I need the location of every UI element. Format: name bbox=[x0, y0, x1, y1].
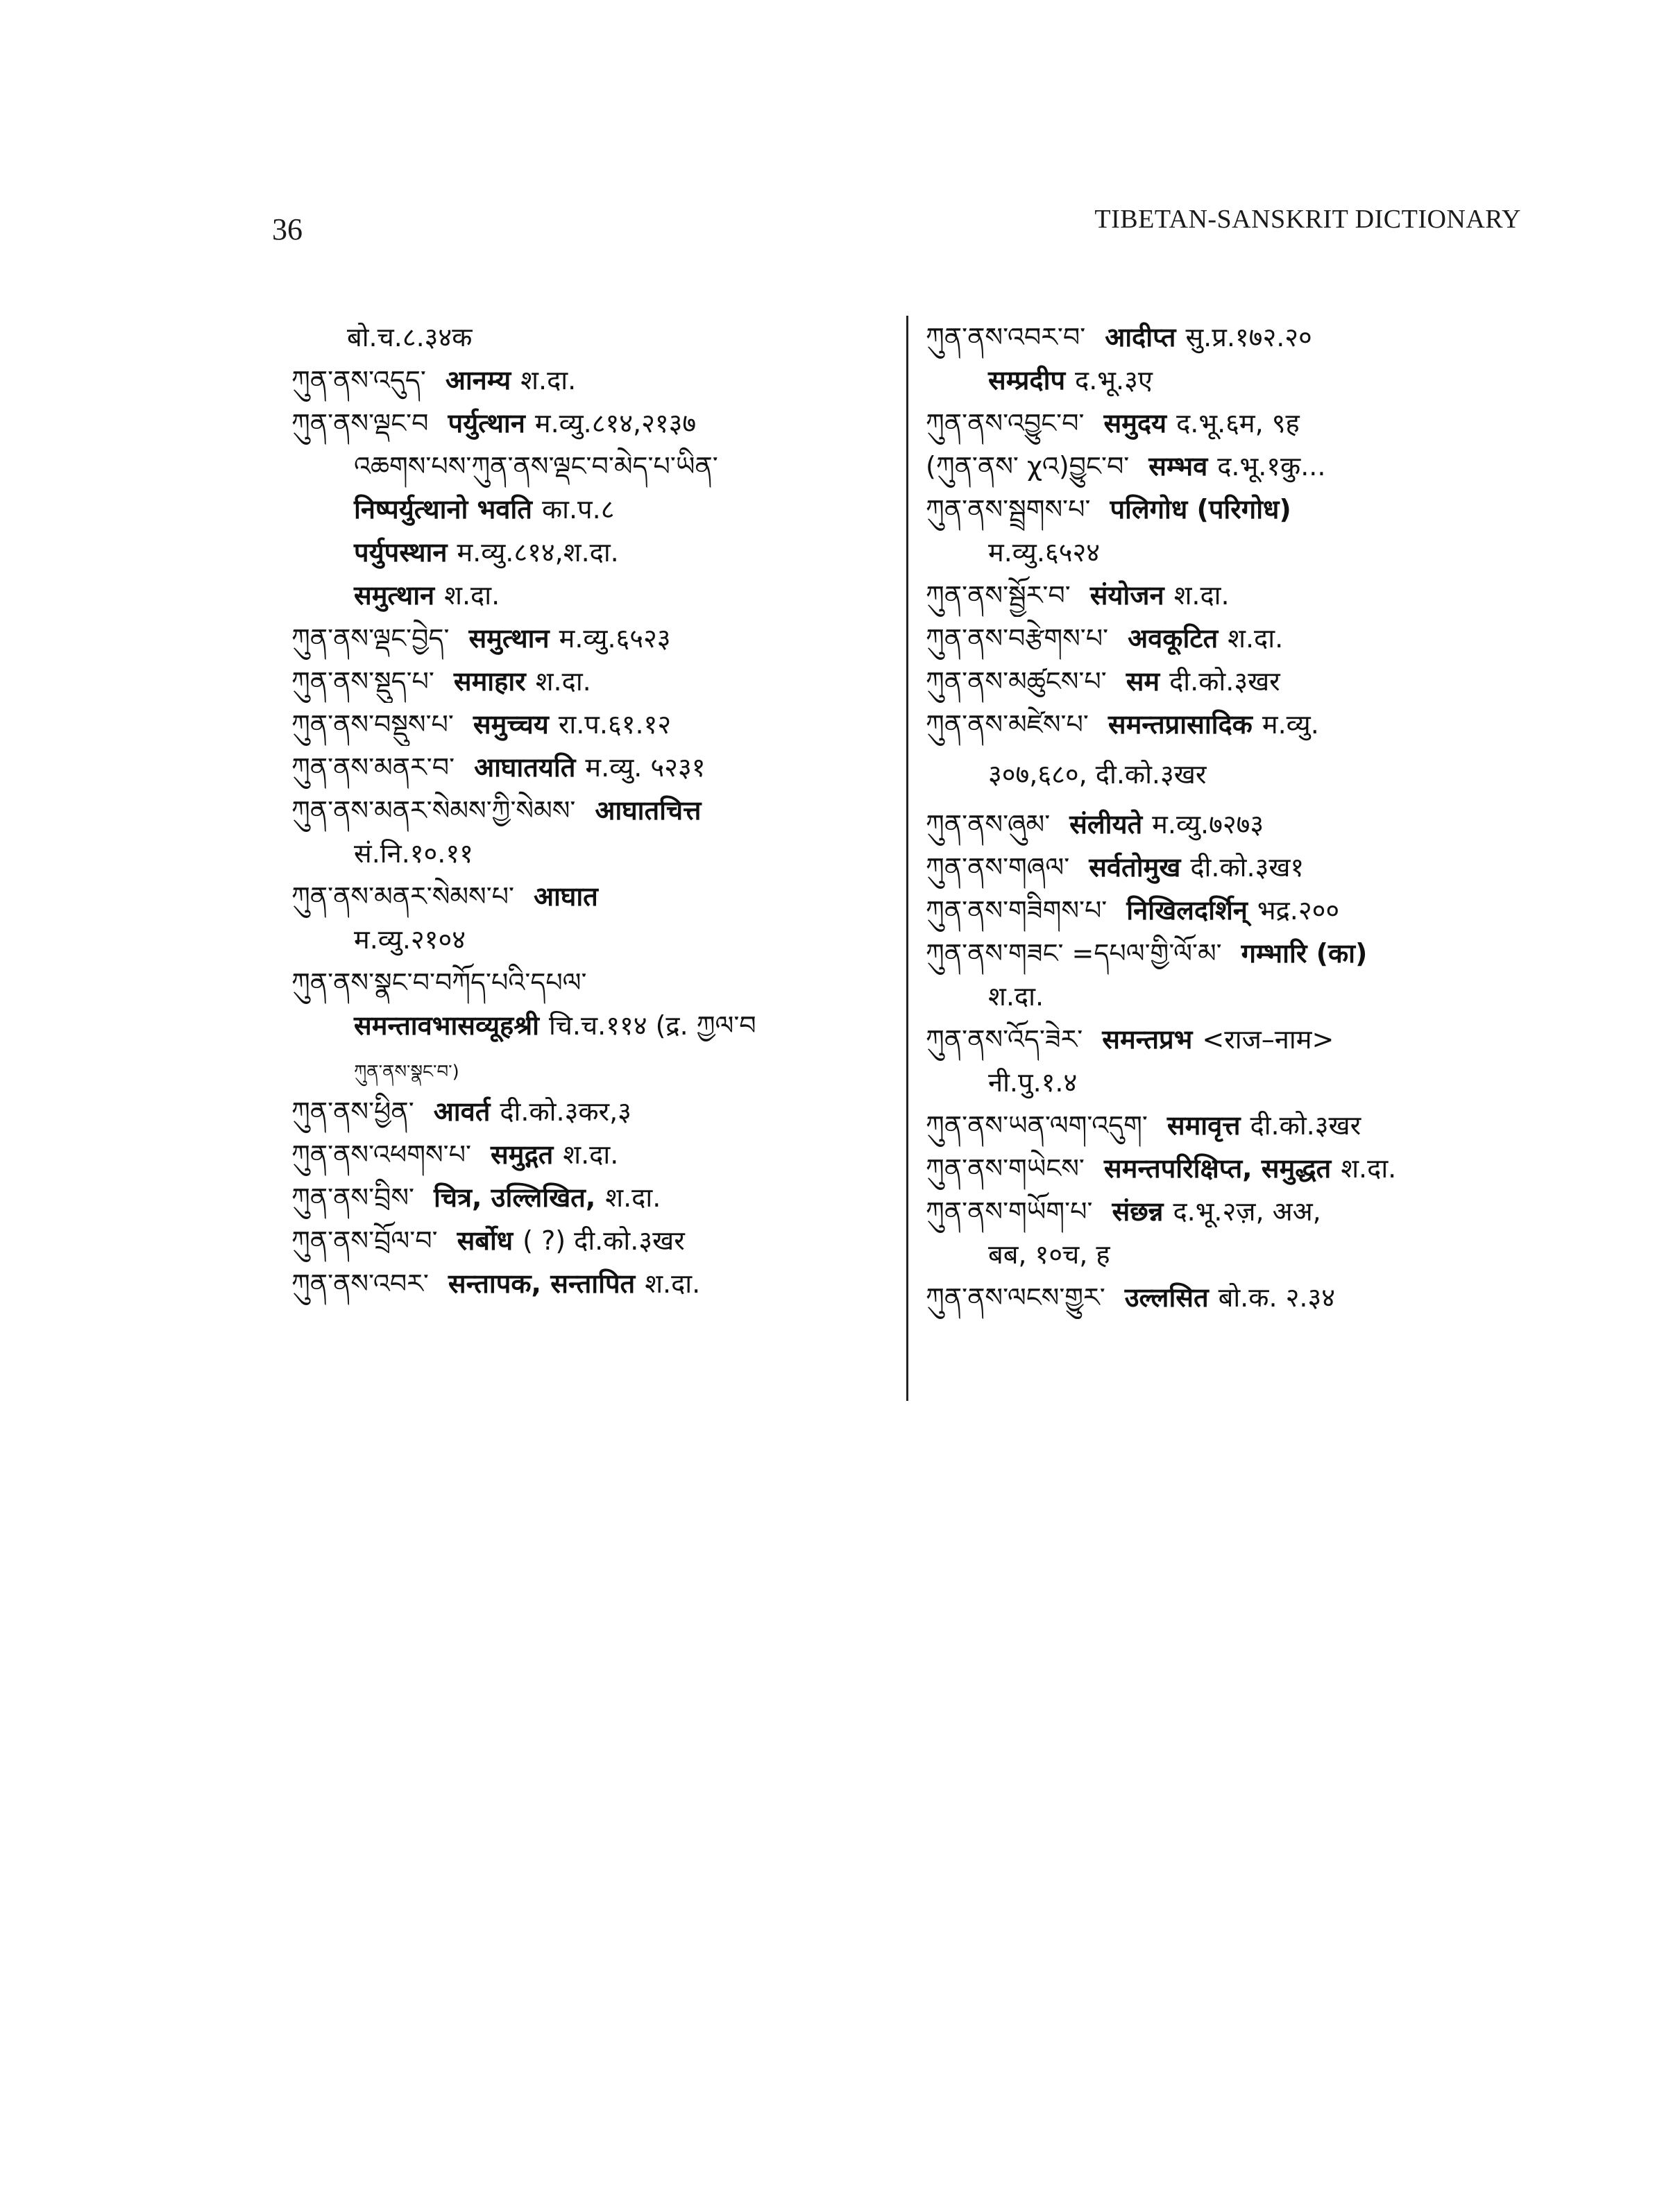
source-reference: म.व्यु.८१४,२१३७ bbox=[534, 408, 697, 439]
sanskrit-equivalent: संछन्न bbox=[1112, 1196, 1164, 1227]
source-reference: श.दा. bbox=[988, 981, 1044, 1012]
source-reference: श.दा. bbox=[605, 1182, 661, 1213]
tibetan-headword: ཀུན་ནས་ལྡང་བྱེད་ bbox=[291, 623, 450, 654]
source-reference: म.व्यु.८१४,श.दा. bbox=[457, 537, 619, 568]
source-reference: ३०७,६८०, दी.को.३खर bbox=[988, 759, 1207, 790]
tibetan-headword: ཀུན་ནས་ཡན་ལག་འདུག་ bbox=[926, 1110, 1148, 1141]
sanskrit-equivalent: संयोजन bbox=[1089, 580, 1164, 611]
sanskrit-equivalent: समुत्थान bbox=[468, 623, 550, 654]
entry-line bbox=[291, 918, 895, 961]
sanskrit-equivalent: समावृत्त bbox=[1166, 1110, 1241, 1141]
tibetan-headword: ཀུན་ནས་སྦྲགས་པ་ bbox=[926, 494, 1091, 525]
source-reference: भद्र.२०० bbox=[1257, 895, 1340, 926]
entry-line bbox=[291, 574, 895, 617]
sanskrit-equivalent: आघात bbox=[534, 881, 598, 912]
entry-line bbox=[291, 1262, 895, 1305]
entry-line bbox=[926, 402, 1536, 445]
tibetan-headword: ཀུན་ནས་འདུད་ bbox=[291, 365, 426, 395]
source-reference: श.दा. bbox=[1341, 1153, 1397, 1184]
sanskrit-equivalent: आनम्य bbox=[445, 365, 511, 395]
source-reference: दी.को.३कर,३ bbox=[500, 1096, 631, 1127]
tibetan-headword: ཀུན་ནས་སྣང་བ་བཀོད་པའི་དཔལ་ bbox=[291, 967, 587, 998]
tibetan-headword: ཀུན་ནས་གཞལ་ bbox=[926, 852, 1070, 883]
source-reference: सं.नि.१०.११ bbox=[354, 838, 473, 869]
tibetan-headword: ཀུན་ནས་སྡུད་པ་ bbox=[291, 666, 434, 697]
source-reference: श.दा. bbox=[535, 666, 591, 697]
entry-line bbox=[926, 617, 1536, 660]
source-reference: द.भू.३ए bbox=[1075, 365, 1153, 395]
tibetan-headword: ཀུན་ནས་མནར་བ་ bbox=[291, 752, 455, 783]
source-reference: सु.प्र.१७२.२० bbox=[1185, 322, 1312, 352]
sanskrit-equivalent: समुदय bbox=[1103, 408, 1167, 439]
tibetan-headword: (ཀུན་ནས་ χའ)བྱུང་བ་ bbox=[926, 451, 1130, 482]
source-reference: का.प.८ bbox=[541, 494, 615, 525]
entry-line bbox=[926, 1147, 1536, 1190]
entry-line bbox=[291, 316, 895, 359]
tibetan-headword: ཀུན་ནས་བསྡུས་པ་ bbox=[291, 709, 454, 740]
tibetan-headword: ཀུན་ནས་གཟིགས་པ་ bbox=[926, 895, 1108, 926]
tibetan-headword: ཀུན་ནས་བརྩེགས་པ་ bbox=[926, 623, 1109, 654]
source-reference: श.दा. bbox=[1173, 580, 1230, 611]
tibetan-headword: ཀུན་ནས་འབར་ bbox=[291, 1268, 429, 1299]
source-reference: बो.क. २.३४ bbox=[1218, 1282, 1335, 1313]
sanskrit-equivalent: गम्भारि (का) bbox=[1241, 938, 1368, 969]
sanskrit-equivalent: सम bbox=[1126, 666, 1160, 697]
sanskrit-equivalent: चित्र, उल्लिखित, bbox=[434, 1182, 596, 1213]
entry-line bbox=[926, 932, 1536, 975]
source-reference: रा.प.६१.१२ bbox=[558, 709, 672, 740]
column-divider bbox=[906, 316, 908, 1401]
sanskrit-equivalent: पलिगोध (परिगोध) bbox=[1110, 494, 1291, 525]
source-reference: बब, १०च, ह bbox=[988, 1239, 1110, 1270]
sanskrit-equivalent: आवर्त bbox=[433, 1096, 491, 1127]
entry-line bbox=[926, 1018, 1536, 1061]
source-reference: म.व्यु.७२७३ bbox=[1152, 809, 1264, 840]
entry-line bbox=[926, 488, 1536, 531]
source-reference: दी.को.३ख१ bbox=[1190, 852, 1305, 883]
tibetan-headword: ཀུན་ནས་མནར་སེམས་ཀྱི་སེམས་ bbox=[291, 795, 576, 826]
tibetan-headword: ཀུན་ནས་གཡོག་པ་ bbox=[926, 1196, 1093, 1227]
entry-line bbox=[291, 1004, 895, 1047]
entry-line bbox=[291, 359, 895, 402]
source-reference: बो.च.८.३४क bbox=[347, 322, 473, 352]
source-reference: श.दा. bbox=[444, 580, 500, 611]
sanskrit-equivalent: आदीप्त bbox=[1105, 322, 1176, 352]
entry-line bbox=[291, 402, 895, 445]
sanskrit-equivalent: पर्युपस्थान bbox=[354, 537, 448, 568]
source-reference: चि.च.११४ (द्र. ཀྱལ་བ bbox=[548, 1010, 756, 1041]
entry-line bbox=[291, 703, 895, 746]
entry-line bbox=[291, 832, 895, 875]
tibetan-headword: ཀུན་ནས་འཕགས་པ་ bbox=[291, 1139, 471, 1170]
source-reference: म.व्यु.६५२३ bbox=[559, 623, 671, 654]
tibetan-headword: ཀུན་ནས་བྲིས་ bbox=[291, 1182, 415, 1213]
source-reference: श.दा. bbox=[563, 1139, 619, 1170]
source-reference: दी.को.३खर bbox=[1169, 666, 1280, 697]
sanskrit-equivalent: सन्तापक, सन्तापित bbox=[448, 1268, 636, 1299]
entry-line bbox=[926, 1104, 1536, 1147]
entry-line bbox=[291, 445, 895, 488]
entry-line bbox=[291, 1047, 895, 1090]
entry-line bbox=[926, 1190, 1536, 1233]
right-column bbox=[926, 316, 1536, 1319]
entry-line bbox=[926, 889, 1536, 932]
entry-line bbox=[291, 789, 895, 832]
entry-line bbox=[926, 803, 1536, 846]
source-reference: म.व्यु. bbox=[1262, 709, 1319, 740]
entry-line bbox=[291, 1219, 895, 1262]
source-reference: नी.पु.१.४ bbox=[988, 1067, 1078, 1098]
entry-line bbox=[926, 660, 1536, 703]
tibetan-headword: ཀུན་ནས་མནར་སེམས་པ་ bbox=[291, 881, 515, 912]
sanskrit-equivalent: सर्वतोमुख bbox=[1089, 852, 1181, 883]
entry-line bbox=[926, 531, 1536, 574]
source-reference: श.दा. bbox=[520, 365, 577, 395]
sanskrit-equivalent: समुच्चय bbox=[473, 709, 549, 740]
entry-line bbox=[291, 746, 895, 789]
source-reference: श.दा. bbox=[645, 1268, 701, 1299]
entry-line bbox=[926, 1233, 1536, 1276]
sanskrit-equivalent: सम्भव bbox=[1148, 451, 1208, 482]
sanskrit-equivalent: पर्युत्थान bbox=[448, 408, 525, 439]
entry-line bbox=[926, 846, 1536, 889]
source-reference: ཀུན་ནས་སྣང་བ་) bbox=[354, 1062, 459, 1082]
sanskrit-equivalent: आघातयति bbox=[474, 752, 576, 783]
source-reference: श.दा. bbox=[1228, 623, 1284, 654]
tibetan-headword: ཀུན་ནས་འབར་བ་ bbox=[926, 322, 1086, 352]
tibetan-headword: འཆགས་པས་ཀུན་ནས་ལྡང་བ་མེད་པ་ཡིན་ bbox=[354, 451, 718, 482]
sanskrit-equivalent: समन्तपरिक्षिप्त, समुद्धत bbox=[1103, 1153, 1332, 1184]
sanskrit-equivalent: अवकूटित bbox=[1128, 623, 1219, 654]
entry-line bbox=[291, 961, 895, 1004]
entry-line bbox=[291, 875, 895, 918]
tibetan-headword: ཀུན་ནས་ཕྱིན་ bbox=[291, 1096, 414, 1127]
sanskrit-equivalent: संलीयते bbox=[1069, 809, 1143, 840]
tibetan-headword: ཀུན་ནས་བྲོལ་བ་ bbox=[291, 1225, 438, 1256]
source-reference: म.व्यु. ५२३१ bbox=[585, 752, 706, 783]
entry-line bbox=[926, 746, 1536, 803]
sanskrit-equivalent: समन्तप्रभ bbox=[1102, 1024, 1193, 1055]
sanskrit-equivalent: समन्तावभासव्यूहश्री bbox=[354, 1010, 539, 1041]
sanskrit-equivalent: समाहार bbox=[453, 666, 526, 697]
source-reference: द.भू.२ज़, अअ, bbox=[1173, 1196, 1321, 1227]
tibetan-headword: ཀུན་ནས་འོད་ཟེར་ bbox=[926, 1024, 1083, 1055]
page-number: 36 bbox=[272, 212, 303, 246]
entry-line bbox=[291, 488, 895, 531]
running-header: TIBETAN-SANSKRIT DICTIONARY bbox=[1094, 205, 1521, 234]
sanskrit-equivalent: सर्बोध bbox=[457, 1225, 514, 1256]
entry-line bbox=[291, 617, 895, 660]
sanskrit-equivalent: समुद्गत bbox=[490, 1139, 554, 1170]
entry-line bbox=[291, 1090, 895, 1133]
sanskrit-equivalent: आघातचित्त bbox=[595, 795, 702, 826]
tibetan-headword: ཀུན་ནས་གཡེངས་ bbox=[926, 1153, 1085, 1184]
source-reference: ( ?) दी.को.३खर bbox=[523, 1225, 685, 1256]
tibetan-headword: ཀུན་ནས་ལྡང་བ bbox=[291, 408, 429, 439]
entry-line bbox=[926, 316, 1536, 359]
source-reference: दी.को.३खर bbox=[1250, 1110, 1361, 1141]
left-column bbox=[291, 316, 895, 1305]
entry-line bbox=[291, 660, 895, 703]
tibetan-headword: ཀུན་ནས་མཚུངས་པ་ bbox=[926, 666, 1107, 697]
tibetan-headword: ཀུན་ནས་འབྱུང་བ་ bbox=[926, 408, 1085, 439]
entry-line bbox=[291, 1133, 895, 1176]
entry-line bbox=[926, 703, 1536, 746]
entry-line bbox=[926, 445, 1536, 488]
source-reference: द.भू.६म, ९ह bbox=[1176, 408, 1300, 439]
source-reference: म.व्यु.६५२४ bbox=[988, 537, 1100, 568]
tibetan-headword: ཀུན་ནས་མཛེས་པ་ bbox=[926, 709, 1089, 740]
sanskrit-equivalent: निष्पर्युत्थानो भवति bbox=[354, 494, 532, 525]
sanskrit-equivalent: समुत्थान bbox=[354, 580, 435, 611]
source-reference: द.भू.१कु... bbox=[1217, 451, 1326, 482]
entry-line bbox=[926, 975, 1536, 1018]
entry-line bbox=[926, 574, 1536, 617]
entry-line bbox=[926, 359, 1536, 402]
entry-line bbox=[926, 1276, 1536, 1319]
entry-line bbox=[291, 531, 895, 574]
tibetan-headword: ཀུན་ནས་གཟང་ =དཔལ་གྱི་ལོ་མ་ bbox=[926, 938, 1222, 969]
sanskrit-equivalent: उल्लसित bbox=[1124, 1282, 1209, 1313]
sanskrit-equivalent: समन्तप्रासादिक bbox=[1108, 709, 1253, 740]
entry-line bbox=[291, 1176, 895, 1219]
source-reference: <राज–नाम> bbox=[1202, 1024, 1334, 1055]
source-reference: म.व्यु.२१०४ bbox=[354, 924, 466, 955]
tibetan-headword: ཀུན་ནས་ལངས་གྱུར་ bbox=[926, 1282, 1105, 1313]
sanskrit-equivalent: निखिलदर्शिन् bbox=[1126, 895, 1248, 926]
tibetan-headword: ཀུན་ནས་ཞུམ་ bbox=[926, 809, 1051, 840]
entry-line bbox=[926, 1061, 1536, 1104]
sanskrit-equivalent: सम्प्रदीप bbox=[988, 365, 1066, 395]
tibetan-headword: ཀུན་ནས་སྦྱོར་བ་ bbox=[926, 580, 1071, 611]
